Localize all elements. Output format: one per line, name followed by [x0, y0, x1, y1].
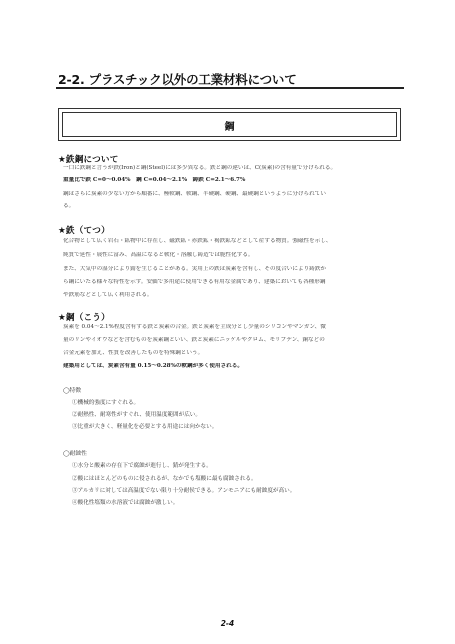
hagane-line-3: 合金元素を加え、性質を改善したものを特殊鋼という。 [63, 350, 204, 356]
corrosion-item-2: ②酸にはほとんどのものに侵されるが、なかでも塩酸に最も腐蝕される。 [72, 476, 257, 482]
tetsu-line-3: また、大気中の湿分により錆を生じることがある。実用上の鉄は炭素を含有し、その度合いにより鋳鉄か [63, 266, 326, 272]
corrosion-title: ◯耐蝕性 [63, 451, 87, 457]
section-title-tekko: ★鉄鋼について [58, 155, 119, 165]
corrosion-item-4: ④酸化性塩類の水溶液では腐蝕が激しい。 [72, 500, 179, 506]
chapter-heading: 2-2. プラスチック以外の工業材料について [58, 72, 297, 87]
hagane-line-4: 建築用としては、炭素含有量 0.15～0.28%の軟鋼が多く使用される。 [63, 363, 243, 369]
title-box-text: 鋼 [224, 122, 235, 133]
hagane-line-1: 炭素を 0.04～2.1%程度含有する鉄と炭素の合金。鉄と炭素を主成分とし少量のシリコンやマンガン、微 [63, 324, 326, 330]
heading-rule [56, 87, 404, 89]
tekko-line-1: 一口に鉄鋼と言うが鉄(Iron)と鋼(Steel)には多少異なる。鉄と鋼の違いは、C(炭素)の含有量で分けられる。 [63, 165, 337, 171]
section-title-hagane: ★鋼（こう） [58, 313, 110, 323]
features-item-3: ③比重が大きく、軽量化を必要とする用途には向かない。 [72, 424, 218, 430]
features-item-1: ①機械的強度にすぐれる。 [72, 400, 140, 406]
title-box [58, 108, 401, 141]
tekko-line-4: る。 [63, 203, 75, 209]
corrosion-item-1: ①水分と酸素の存在下で腐蝕が進行し、錆が発生する。 [72, 463, 212, 469]
features-title: ◯特徴 [63, 388, 82, 394]
page-number: 2-4 [220, 619, 235, 628]
tetsu-line-4: ら鋼にいたる様々な特性を示す。安価で多用途に使用できる有用な金属であり、建築においても各種形鋼 [63, 279, 326, 285]
tetsu-line-2: 純質で延性・展性に富み、高温になると軟化・溶融し鋳造では脆性化する。 [63, 252, 254, 258]
section-title-tetsu: ★鉄（てつ） [58, 226, 110, 236]
tetsu-line-5: や鉄筋などとして広く利用される。 [63, 292, 153, 298]
hagane-line-2: 量のリンやイオウなどを含むものを炭素鋼といい、鉄と炭素にニッケルやクロム、モリブデン、銅などの [63, 337, 325, 343]
features-item-2: ②耐熱性、耐寒性がすぐれ、使用温度範囲が広い。 [72, 412, 201, 418]
tetsu-line-1: 化合物として広く岩石・鉱物中に存在し、磁鉄鉱・赤鉄鉱・褐鉄鉱などとして産する物質。強磁性を示し、 [63, 238, 332, 244]
tekko-line-2: 重量比で鉄 C=0～0.04% 鋼 C=0.04～2.1% 鋳鉄 C=2.1～6.7% [63, 177, 246, 183]
tekko-line-3: 鋼はさらに炭素の少ない方から順番に、極軟鋼、軟鋼、半硬鋼、硬鋼、最硬鋼というように分けられてい [63, 191, 326, 197]
corrosion-item-3: ③アルカリに対しては高温度でない限り十分耐侯できる。アンモニアにも耐蝕度が高い。 [72, 488, 296, 494]
